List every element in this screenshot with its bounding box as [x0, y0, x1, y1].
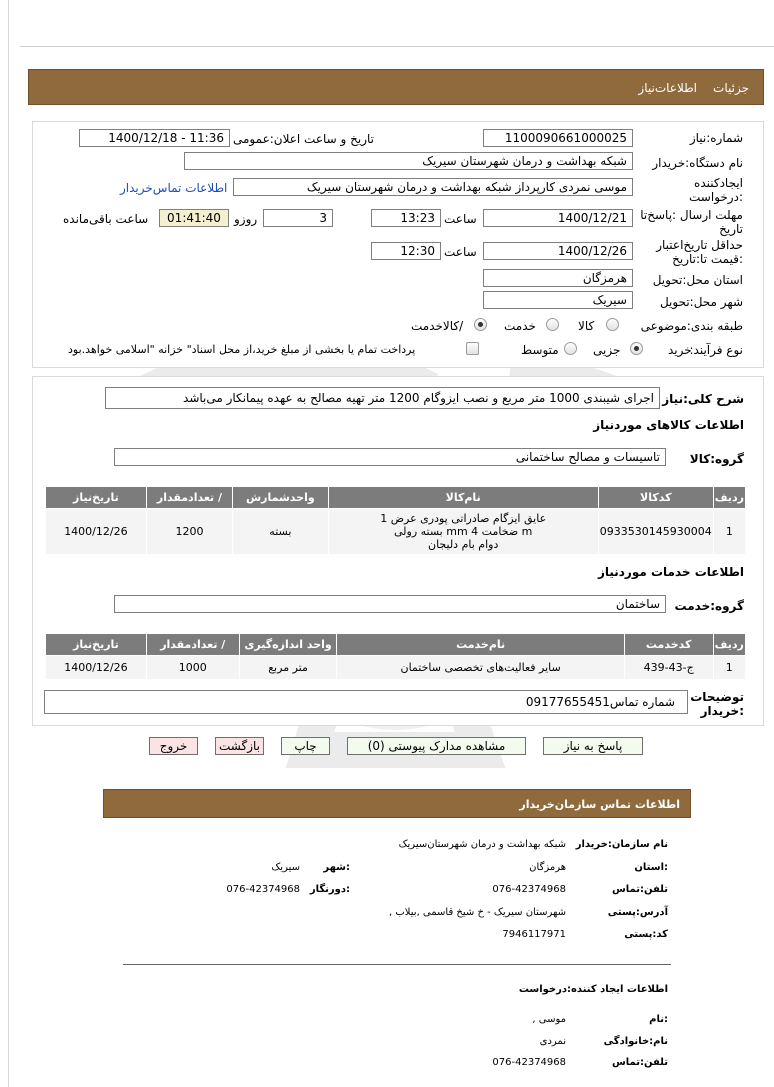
page-left-rule — [8, 0, 9, 1087]
services-table — [45, 633, 746, 680]
goods-col-code: کدکالا — [598, 487, 713, 509]
attachments-button[interactable]: مشاهده مدارک پیوستی (0) — [347, 737, 526, 755]
deadline-label-1: مهلت ارسال :پاسخ‌تا — [640, 208, 743, 222]
announce-field: 1400/12/18 - 11:36 — [79, 129, 230, 147]
contact-city-label: :شهر — [323, 862, 350, 873]
goods-section-title: اطلاعات کالاهای موردنیاز — [593, 418, 744, 432]
goods-cell-name — [328, 509, 598, 555]
goods-name-line-3: دوام بام دلیجان — [427, 538, 499, 551]
services-cell-unit: متر مربع — [239, 656, 337, 680]
contact-postal-label: کد:پستی — [624, 929, 668, 940]
goods-group-label: گروه:کالا — [689, 452, 744, 466]
deadline-label-2: تاریخ — [719, 222, 743, 236]
validity-date-field: 1400/12/26 — [483, 242, 633, 260]
process-minor-radio[interactable] — [630, 342, 643, 355]
creator-label-1: ایجادکننده — [694, 176, 743, 190]
buyer-contact-link[interactable]: اطلاعات تماس‌خریدار — [120, 181, 228, 195]
process-minor-label: جزیی — [593, 343, 621, 357]
category-goods-label: کالا — [578, 319, 595, 333]
services-col-unit: واحد اندازه‌گیری — [239, 634, 337, 656]
creator-phone-label: تلفن:تماس — [611, 1057, 668, 1068]
creator-label-2: :درخواست — [689, 190, 743, 204]
header-bar — [28, 69, 764, 105]
buyer-org-field: شبکه بهداشت و درمان شهرستان سیریک — [184, 152, 633, 170]
services-cell-date: 1400/12/26 — [46, 656, 147, 680]
deadline-time-field: 13:23 — [371, 209, 441, 227]
category-goods-service-label: /کالاخدمت — [411, 319, 464, 333]
contact-postal-value: 7946117971 — [502, 929, 566, 940]
exit-button[interactable]: خروج — [149, 737, 198, 755]
reply-button[interactable]: پاسخ به نیاز — [543, 737, 643, 755]
notes-label-1: توضیحات — [690, 690, 744, 704]
contact-bar-title: اطلاعات تماس سازمان‌خریدار — [519, 798, 680, 811]
services-group-field: ساختمان — [114, 595, 666, 613]
announce-label: تاریخ و ساعت اعلان:عمومی — [233, 132, 375, 146]
process-medium-radio[interactable] — [564, 342, 577, 355]
creator-name-label: :نام — [649, 1014, 668, 1025]
contact-fax-label: :دورنگار — [309, 884, 350, 895]
summary-label: شرح کلی:نیاز — [662, 392, 744, 406]
goods-col-qty: / تعدادمقدار — [146, 487, 232, 509]
page-top-rule — [20, 46, 774, 47]
services-col-row: ردیف — [713, 634, 745, 656]
validity-label-2: :قیمت تا:تاریخ — [672, 252, 743, 266]
tab-need-info[interactable]: اطلاعات‌نیاز — [638, 81, 697, 95]
validity-label-1: حداقل تاریخ‌اعتبار — [656, 238, 743, 252]
goods-table — [45, 486, 746, 555]
contact-address-value: شهرستان سیریک - خ شیخ قاسمی ,بیلاب , — [389, 907, 566, 918]
buyer-org-label: نام دستگاه:خریدار — [652, 156, 743, 170]
creator-field: موسی نمردی کارپرداز شبکه بهداشت و درمان شهرستان سیریک — [233, 178, 633, 196]
services-section-title: اطلاعات خدمات موردنیاز — [597, 565, 744, 579]
goods-col-date: تاریخ‌نیاز — [46, 487, 147, 509]
treasury-payment-note: پرداخت تمام یا بخشی از مبلغ خرید،از محل اسناد" خزانه "اسلامی خواهد.بود — [68, 343, 416, 356]
services-cell-code: ج-43-439 — [624, 656, 713, 680]
need-number-field: 1100090661000025 — [483, 129, 633, 147]
services-col-qty: / تعدادمقدار — [146, 634, 239, 656]
category-service-radio[interactable] — [546, 318, 559, 331]
validity-time-field: 12:30 — [371, 242, 441, 260]
goods-cell-qty: 1200 — [146, 509, 232, 555]
services-col-code: کدخدمت — [624, 634, 713, 656]
goods-cell-unit: بسته — [233, 509, 328, 555]
days-field: 3 — [263, 209, 333, 227]
contact-address-label: آدرس:پستی — [607, 907, 668, 918]
goods-group-field: تاسیسات و مصالح ساختمانی — [114, 448, 666, 466]
contact-fax-value: 076-42374968 — [226, 884, 300, 895]
table-row — [46, 656, 746, 680]
services-cell-name: سایر فعالیت‌های تخصصی ساختمان — [337, 656, 624, 680]
contact-divider — [123, 964, 671, 965]
creator-phone-value: 076-42374968 — [492, 1057, 566, 1068]
creator-family-label: نام:خانوادگی — [603, 1036, 668, 1047]
services-col-name: نام‌خدمت — [337, 634, 624, 656]
services-cell-row: 1 — [713, 656, 745, 680]
contact-city-value: سیریک — [271, 862, 300, 873]
goods-cell-code: 0933530145930004 — [598, 509, 713, 555]
goods-col-row: ردیف — [713, 487, 745, 509]
goods-cell-date: 1400/12/26 — [46, 509, 147, 555]
remaining-time-label: ساعت باقی‌مانده — [63, 212, 149, 226]
creator-name-value: موسی , — [532, 1014, 566, 1025]
contact-province-label: :استان — [634, 862, 668, 873]
print-button[interactable]: چاپ — [281, 737, 330, 755]
city-label: شهر محل:تحویل — [659, 295, 743, 309]
notes-field: شماره تماس09177655451 — [44, 690, 688, 714]
goods-cell-row: 1 — [713, 509, 745, 555]
deadline-date-field: 1400/12/21 — [483, 209, 633, 227]
contact-org-label: نام سازمان:خریدار — [575, 839, 668, 850]
remaining-time-field: 01:41:40 — [159, 209, 229, 227]
tab-details[interactable]: جزئیات — [713, 81, 749, 95]
city-field: سیریک — [483, 291, 633, 309]
contact-phone-value: 076-42374968 — [492, 884, 566, 895]
summary-field: اجرای شیبندی 1000 متر مربع و نصب ایزوگام 1200 متر تهیه مصالح به عهده پیمانکار می‌باشد — [105, 387, 660, 409]
services-col-date: تاریخ‌نیاز — [46, 634, 147, 656]
treasury-payment-checkbox[interactable] — [466, 342, 479, 355]
category-service-label: خدمت — [504, 319, 536, 333]
back-button[interactable]: بازگشت — [215, 737, 264, 755]
services-cell-qty: 1000 — [146, 656, 239, 680]
notes-label-2: :خریدار — [700, 704, 744, 718]
goods-table-header — [46, 487, 746, 509]
table-row — [46, 509, 746, 555]
goods-col-name: نام‌کالا — [328, 487, 598, 509]
deadline-time-label: ساعت — [444, 212, 477, 226]
creator-info-title: اطلاعات ایجاد کننده:درخواست — [518, 984, 668, 995]
goods-name-line-2: m ضخامت 4 mm بسته رولی — [394, 525, 533, 538]
services-group-label: گروه:خدمت — [674, 599, 744, 613]
goods-name-line-1: عایق ایزگام صادراتی پودری عرض 1 — [380, 512, 547, 525]
need-number-label: شماره:نیاز — [689, 131, 743, 145]
days-label: روزو — [234, 212, 258, 226]
category-goods-service-radio[interactable] — [474, 318, 487, 331]
process-medium-label: متوسط — [521, 343, 559, 357]
contact-province-value: هرمزگان — [529, 862, 566, 873]
province-label: استان محل:تحویل — [652, 273, 743, 287]
creator-family-value: نمردی — [539, 1036, 566, 1047]
contact-org-value: شبکه بهداشت و درمان شهرستان‌سیریک — [398, 839, 566, 850]
services-table-header — [46, 634, 746, 656]
process-label: نوع فرآیند: — [689, 343, 743, 357]
contact-phone-label: تلفن:تماس — [611, 884, 668, 895]
process-buy-label: خرید — [668, 343, 692, 357]
category-goods-radio[interactable] — [606, 318, 619, 331]
contact-header-bar — [103, 789, 691, 818]
province-field: هرمزگان — [483, 269, 633, 287]
category-label: طبقه بندی:موضوعی — [640, 319, 743, 333]
goods-col-unit: واحدشمارش — [233, 487, 328, 509]
validity-time-label: ساعت — [444, 245, 477, 259]
